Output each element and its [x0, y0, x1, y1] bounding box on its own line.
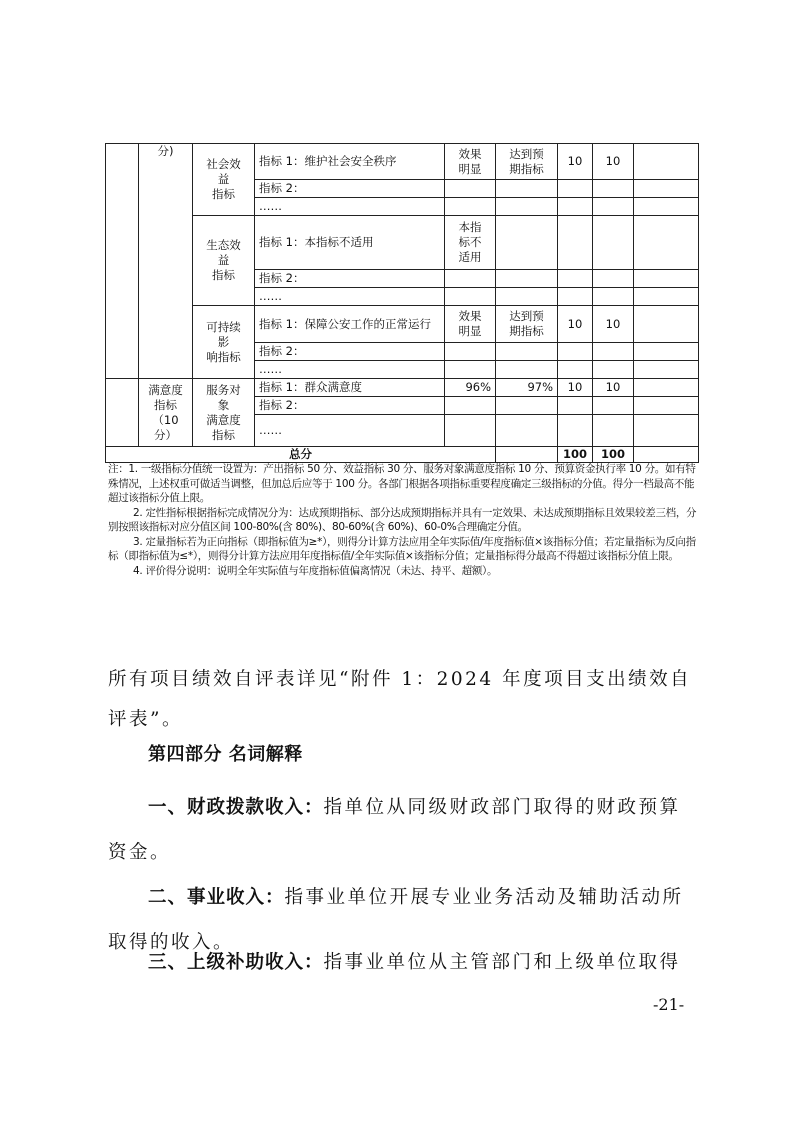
- note-cell: [634, 343, 699, 361]
- note-cell: [634, 306, 699, 343]
- indicator-cell: ……: [255, 361, 445, 379]
- target-cell: 96%: [445, 379, 496, 397]
- term-1-title: 一、财政拨款收入：: [148, 797, 324, 818]
- target-cell: [445, 361, 496, 379]
- indicator-cell: 指标 1：维护社会安全秩序: [255, 144, 445, 180]
- score-cell: [593, 180, 634, 198]
- indicator-cell: 指标 1：本指标不适用: [255, 216, 445, 270]
- actual-cell: [496, 288, 558, 306]
- note-3: 3. 定量指标若为正向指标（即指标值为≥*），则得分计算方法应用全年实际值/年度指标值×该指标分值；若定量指标为反向指标（即指标值为≤*），则得分计算方法应用年度指标值/全年实际值×该指标分值；定量指标得分最高不得超过该指标分值上限。: [108, 535, 696, 562]
- actual-cell: [496, 270, 558, 288]
- score-cell: [593, 361, 634, 379]
- note-1: 注：1. 一级指标分值统一设置为：产出指标 50 分、效益指标 30 分、服务对象满意度指标 10 分、预算资金执行率 10 分。如有特殊情况，上述权重可做适当调整，但加总后应等于 100 分。各部门根据各项指标重要程度确定三级指标的分值。得分一档最高不能超过该指标分值上限。: [108, 463, 696, 504]
- indicator-cell: ……: [255, 415, 445, 447]
- actual-cell: [496, 198, 558, 216]
- total-label: 总分: [106, 447, 496, 463]
- weight-cell: 10: [558, 144, 593, 180]
- note-cell: [634, 270, 699, 288]
- score-cell: 10: [593, 306, 634, 343]
- weight-cell: [558, 288, 593, 306]
- note-cell: [634, 216, 699, 270]
- indicator-cell: ……: [255, 198, 445, 216]
- weight-cell: [558, 361, 593, 379]
- indicator-cell: 指标 2：: [255, 270, 445, 288]
- indicator-cell: 指标 2：: [255, 180, 445, 198]
- score-cell: [593, 270, 634, 288]
- note-cell: [634, 198, 699, 216]
- score-cell: [593, 198, 634, 216]
- score-cell: 10: [593, 144, 634, 180]
- total-weight: 100: [558, 447, 593, 463]
- table-notes: [108, 462, 700, 578]
- term-3: [108, 940, 693, 985]
- actual-cell: [496, 343, 558, 361]
- target-cell: [445, 180, 496, 198]
- table-row: [106, 216, 699, 270]
- weight-cell: [558, 415, 593, 447]
- level2-cell: 分): [139, 144, 193, 379]
- section-heading: 第四部分 名词解释: [148, 744, 303, 765]
- target-cell: [445, 415, 496, 447]
- target-cell: [445, 198, 496, 216]
- actual-cell: [496, 361, 558, 379]
- score-cell: [593, 397, 634, 415]
- target-cell: [445, 343, 496, 361]
- term-1: [108, 785, 693, 875]
- term-3-definition: 指事业单位从主管部门和上级单位取得: [323, 952, 681, 973]
- actual-cell: [496, 216, 558, 270]
- total-empty-cell: [496, 447, 558, 463]
- actual-cell: [496, 180, 558, 198]
- actual-cell: 达到预 期指标: [496, 306, 558, 343]
- term-3-title: 三、上级补助收入：: [148, 952, 324, 973]
- indicator-cell: 指标 2：: [255, 343, 445, 361]
- table-row: [106, 144, 699, 180]
- actual-cell: [496, 415, 558, 447]
- score-cell: [593, 288, 634, 306]
- total-note: [634, 447, 699, 463]
- term-1-definition: 指单位从同级财政部门取得的财政预算资金。: [108, 797, 681, 863]
- performance-table: [105, 143, 699, 463]
- note-4: 4. 评价得分说明：说明全年实际值与年度指标值偏离情况（未达、持平、超额）。: [133, 564, 498, 577]
- actual-cell: [496, 397, 558, 415]
- indicator-cell: 指标 1：群众满意度: [255, 379, 445, 397]
- weight-cell: [558, 198, 593, 216]
- weight-cell: [558, 397, 593, 415]
- weight-cell: 10: [558, 306, 593, 343]
- weight-cell: [558, 180, 593, 198]
- total-score: 100: [593, 447, 634, 463]
- note-cell: [634, 288, 699, 306]
- table-row: [106, 306, 699, 343]
- term-2-title: 二、事业收入：: [148, 887, 285, 908]
- indicator-cell: 指标 1：保障公安工作的正常运行: [255, 306, 445, 343]
- target-cell: [445, 288, 496, 306]
- target-cell: 本指 标不 适用: [445, 216, 496, 270]
- target-cell: 效果 明显: [445, 306, 496, 343]
- target-cell: [445, 397, 496, 415]
- weight-cell: [558, 216, 593, 270]
- note-2: 2. 定性指标根据指标完成情况分为：达成预期指标、部分达成预期指标并具有一定效果、未达成预期指标且效果较差三档，分别按照该指标对应分值区间 100-80%(含 80%)、80-60%(含 60%)、60-0%合理确定分值。: [108, 506, 697, 533]
- weight-cell: [558, 270, 593, 288]
- level1-cell: [106, 144, 139, 379]
- score-cell: 10: [593, 379, 634, 397]
- satisfaction-level2-cell: 满意度 指标 （10 分）: [139, 379, 193, 447]
- score-cell: [593, 343, 634, 361]
- category-cell: 生态效 益 指标: [193, 216, 255, 306]
- note-cell: [634, 397, 699, 415]
- note-cell: [634, 379, 699, 397]
- note-cell: [634, 361, 699, 379]
- note-cell: [634, 144, 699, 180]
- target-cell: [445, 270, 496, 288]
- total-row: [106, 447, 699, 463]
- note-cell: [634, 180, 699, 198]
- indicator-cell: 指标 2：: [255, 397, 445, 415]
- score-cell: [593, 216, 634, 270]
- indicator-cell: ……: [255, 288, 445, 306]
- attachment-paragraph: 所有项目绩效自评表详见“附件 1：2024 年度项目支出绩效自评表”。: [108, 669, 692, 730]
- satisfaction-category-cell: 服务对 象 满意度 指标: [193, 379, 255, 447]
- actual-cell: 97%: [496, 379, 558, 397]
- table-row: [106, 379, 699, 397]
- note-cell: [634, 415, 699, 447]
- target-cell: 效果 明显: [445, 144, 496, 180]
- term-2-definition: 指事业单位开展专业业务活动及辅助活动所取得的收入。: [108, 887, 684, 953]
- actual-cell: 达到预 期指标: [496, 144, 558, 180]
- category-cell: 可持续 影 响指标: [193, 306, 255, 379]
- weight-cell: 10: [558, 379, 593, 397]
- page-number: -21-: [653, 995, 685, 1014]
- category-cell: 社会效 益 指标: [193, 144, 255, 216]
- level1-cell: [106, 379, 139, 447]
- score-cell: [593, 415, 634, 447]
- weight-cell: [558, 343, 593, 361]
